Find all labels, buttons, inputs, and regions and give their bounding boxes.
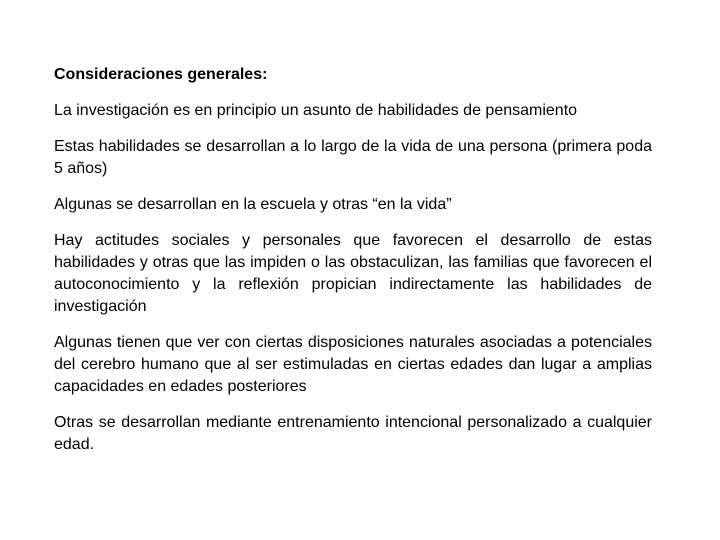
paragraph-5: Algunas tienen que ver con ciertas disposiciones naturales asociadas a potenciales del cerebro humano que al ser estimuladas en ciertas edades dan lugar a amplias capacidades en edades posteriores xyxy=(54,334,652,395)
slide-content xyxy=(54,64,652,470)
paragraph-4: Hay actitudes sociales y personales que favorecen el desarrollo de estas habilidades y otras que las impiden o las obstaculizan, las familias que favorecen el autoconocimiento y la reflexión propician indirectamente las habilidades de investigación xyxy=(54,232,652,315)
paragraph-6: Otras se desarrollan mediante entrenamiento intencional personalizado a cualquier edad. xyxy=(54,414,652,453)
paragraph-3: Algunas se desarrollan en la escuela y otras “en la vida” xyxy=(54,196,452,213)
section-heading: Consideraciones generales: xyxy=(54,66,268,83)
paragraph-2: Estas habilidades se desarrollan a lo largo de la vida de una persona (primera poda 5 años) xyxy=(54,138,652,177)
paragraph-1: La investigación es en principio un asunto de habilidades de pensamiento xyxy=(54,102,578,119)
